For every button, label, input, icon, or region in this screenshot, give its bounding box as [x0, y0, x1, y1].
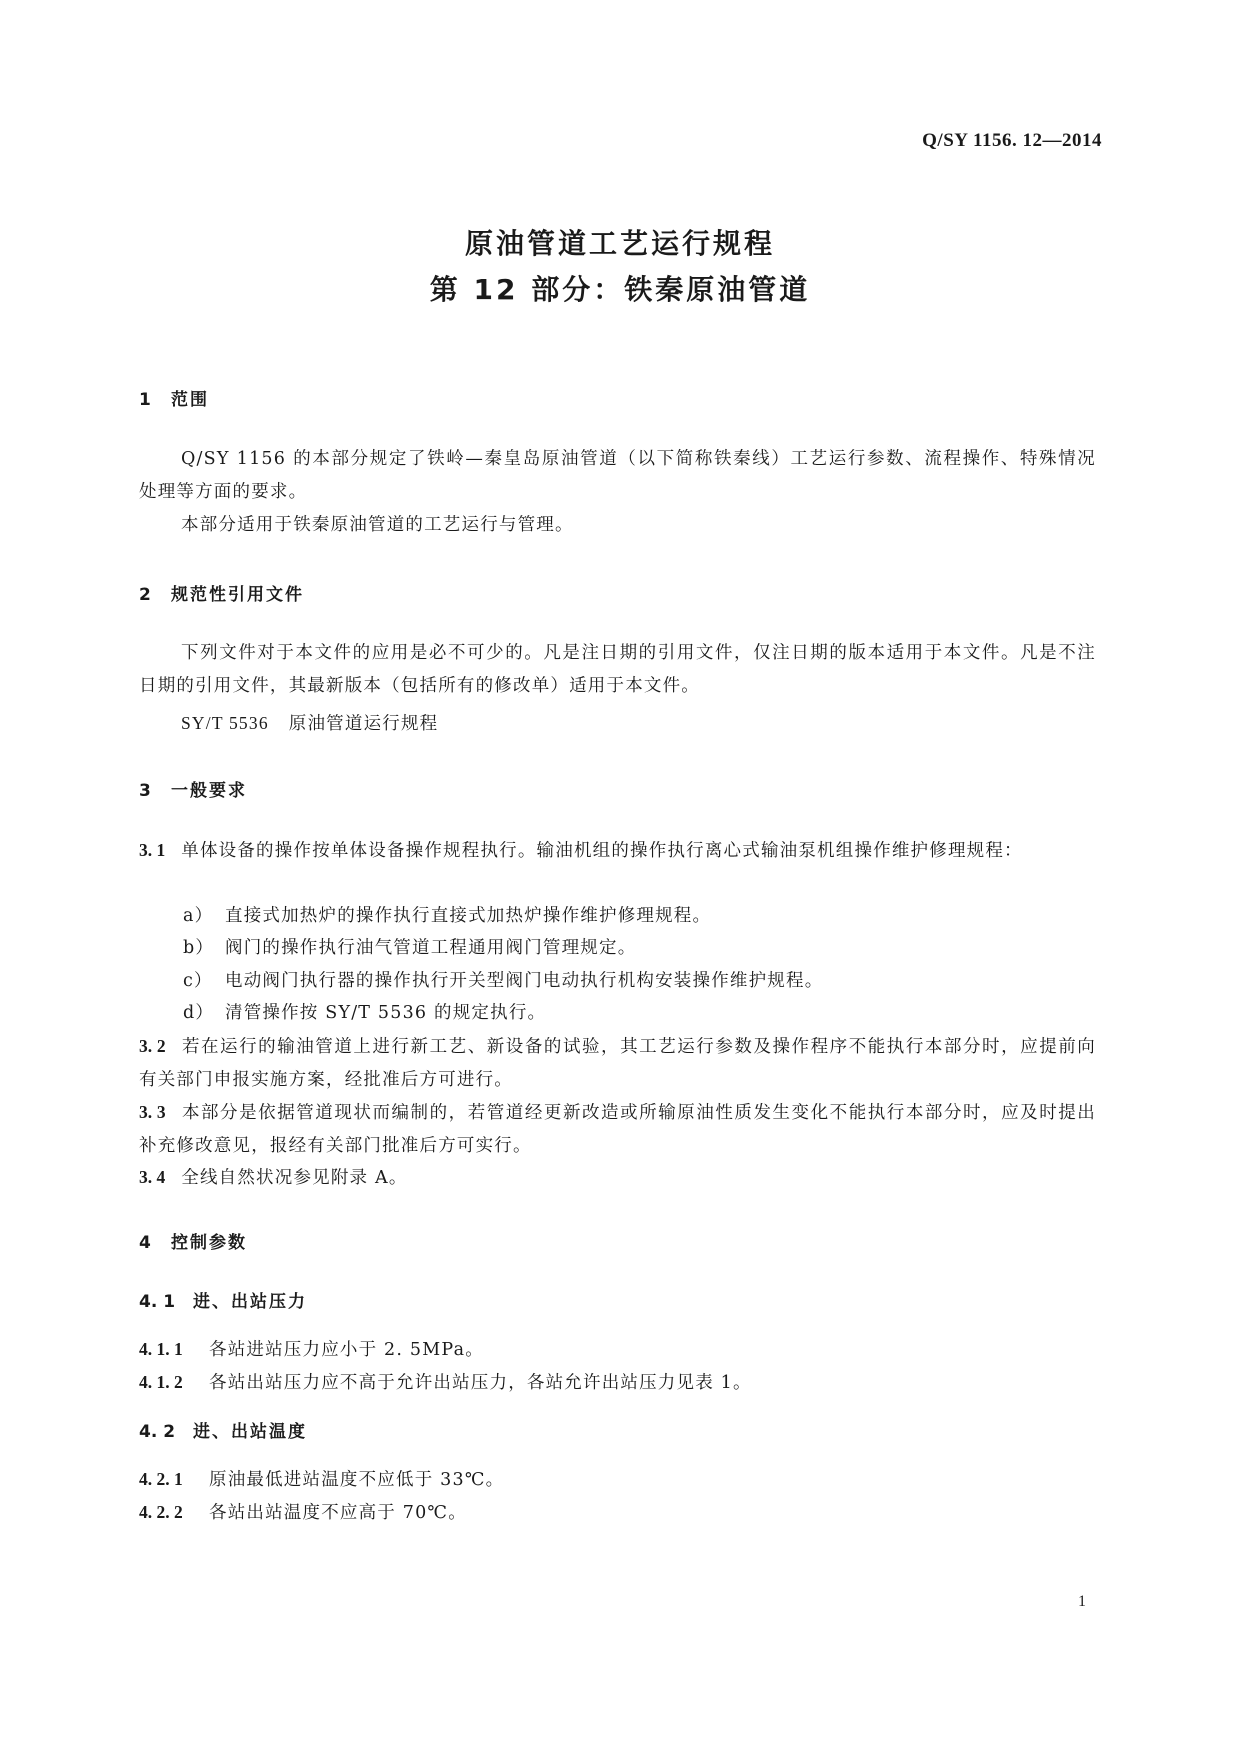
list-marker: c）	[183, 971, 213, 991]
clause-3-2	[139, 1030, 1096, 1097]
clause-number: 3. 3	[139, 1102, 166, 1122]
section-title: 规范性引用文件	[171, 585, 304, 605]
subsection-title: 进、出站温度	[193, 1422, 307, 1442]
clause-3-1	[139, 834, 1096, 868]
list-marker: d）	[183, 1003, 215, 1023]
list-text: 阀门的操作执行油气管道工程通用阀门管理规定。	[225, 938, 637, 958]
list-text: 电动阀门执行器的操作执行开关型阀门电动执行机构安装操作维护规程。	[225, 971, 824, 991]
clause-4-2-2	[139, 1499, 467, 1524]
standard-code: Q/SY 1156. 12—2014	[922, 130, 1102, 151]
clause-number: 4. 1. 2	[139, 1372, 183, 1392]
section-1-paragraph-1: Q/SY 1156 的本部分规定了铁岭—秦皇岛原油管道（以下简称铁秦线）工艺运行参数、流程操作、特殊情况处理等方面的要求。	[139, 449, 1096, 502]
document-subtitle: 第 12 部分：铁秦原油管道	[429, 273, 811, 306]
list-marker: b）	[183, 938, 215, 958]
subsection-number: 4. 1	[139, 1292, 176, 1312]
subsection-4-2-heading	[139, 1417, 307, 1442]
section-title: 控制参数	[171, 1233, 247, 1253]
clause-number: 4. 2. 1	[139, 1469, 183, 1489]
clause-text: 单体设备的操作按单体设备操作规程执行。输油机组的操作执行离心式输油泵机组操作维护修理规程：	[181, 841, 1023, 861]
list-item-c	[183, 967, 823, 992]
clause-3-3	[139, 1096, 1096, 1163]
section-number: 1	[139, 390, 151, 410]
list-item-a	[183, 902, 711, 927]
subsection-title: 进、出站压力	[193, 1292, 307, 1312]
clause-text: 各站出站压力应不高于允许出站压力，各站允许出站压力见表 1。	[209, 1373, 752, 1393]
section-4-heading	[139, 1228, 247, 1253]
clause-text: 若在运行的输油管道上进行新工艺、新设备的试验，其工艺运行参数及操作程序不能执行本部分时，应提前向有关部门申报实施方案，经批准后方可进行。	[139, 1037, 1096, 1090]
section-3-heading	[139, 776, 247, 801]
clause-4-1-1	[139, 1336, 484, 1361]
section-number: 4	[139, 1233, 151, 1253]
reference-code: SY/T 5536	[181, 713, 269, 733]
list-text: 直接式加热炉的操作执行直接式加热炉操作维护修理规程。	[225, 906, 712, 926]
clause-4-1-2	[139, 1369, 752, 1394]
clause-text: 各站出站温度不应高于 70℃。	[209, 1503, 467, 1523]
section-1-paragraph-2: 本部分适用于铁秦原油管道的工艺运行与管理。	[181, 515, 574, 535]
clause-3-4	[139, 1161, 1096, 1195]
section-2-paragraph-1: 下列文件对于本文件的应用是必不可少的。凡是注日期的引用文件，仅注日期的版本适用于本文件。凡是不注日期的引用文件，其最新版本（包括所有的修改单）适用于本文件。	[139, 643, 1096, 696]
document-title: 原油管道工艺运行规程	[464, 227, 775, 260]
clause-number: 4. 1. 1	[139, 1339, 183, 1359]
clause-number: 4. 2. 2	[139, 1502, 183, 1522]
reference-title: 原油管道运行规程	[288, 714, 439, 734]
list-item-d	[183, 999, 546, 1024]
section-1-heading	[139, 385, 209, 410]
clause-number: 3. 2	[139, 1036, 166, 1056]
clause-text: 本部分是依据管道现状而编制的，若管道经更新改造或所输原油性质发生变化不能执行本部分时，应及时提出补充修改意见，报经有关部门批准后方可实行。	[139, 1103, 1096, 1156]
subsection-4-1-heading	[139, 1287, 307, 1312]
clause-number: 3. 1	[139, 840, 166, 860]
clause-number: 3. 4	[139, 1167, 166, 1187]
list-item-b	[183, 934, 636, 959]
list-marker: a）	[183, 906, 214, 926]
clause-4-2-1	[139, 1466, 504, 1491]
clause-text: 原油最低进站温度不应低于 33℃。	[209, 1470, 505, 1490]
page-number: 1	[1078, 1593, 1086, 1610]
clause-text: 全线自然状况参见附录 A。	[181, 1168, 408, 1188]
clause-text: 各站进站压力应小于 2. 5MPa。	[209, 1340, 484, 1360]
subsection-number: 4. 2	[139, 1422, 176, 1442]
section-number: 3	[139, 781, 151, 801]
section-number: 2	[139, 585, 151, 605]
list-text: 清管操作按 SY/T 5536 的规定执行。	[225, 1003, 547, 1023]
normative-reference	[181, 710, 438, 735]
section-title: 一般要求	[171, 781, 247, 801]
section-title: 范围	[171, 390, 209, 410]
section-2-heading	[139, 580, 304, 605]
